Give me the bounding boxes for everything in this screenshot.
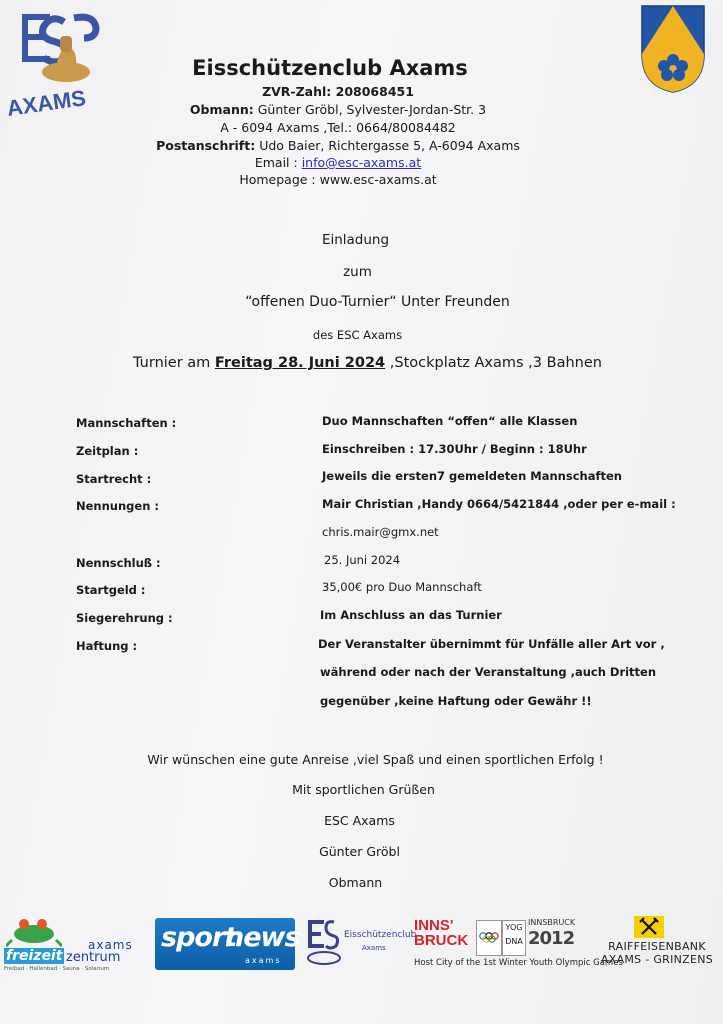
axams-coat-of-arms — [640, 4, 706, 94]
detail-label-siegerehrung: Siegerehrung : — [76, 611, 173, 625]
detail-value-zeitplan: Einschreiben : 17.30Uhr / Beginn : 18Uhr — [322, 442, 587, 456]
detail-label-haftung: Haftung : — [76, 639, 138, 653]
post-line — [108, 137, 568, 155]
tournament-name: “offenen Duo-Turnier“ Unter Freunden — [245, 294, 510, 310]
freizeit-logo-zentrum: zentrum — [66, 950, 121, 965]
freizeit-logo-subtitle: Freibad · Hallenbad · Sauna · Solarium — [4, 966, 110, 972]
esc-small-logo-name: Eisschützenclub — [344, 930, 417, 940]
homepage-line: Homepage : www.esc-axams.at — [239, 172, 437, 187]
raiffeisen-line1: RAIFFEISENBANK — [608, 940, 706, 953]
turnier-suffix: ,Stockplatz Axams ,3 Bahnen — [385, 355, 602, 371]
detail-value-nennungen: Mair Christian ,Handy 0664/5421844 ,oder per e-mail : — [322, 497, 676, 511]
detail-value-nennungen-email: chris.mair@gmx.net — [322, 525, 439, 539]
yog-dna-badge — [502, 920, 526, 956]
email-link[interactable]: info@esc-axams.at — [301, 155, 422, 170]
tournament-host: des ESC Axams — [312, 328, 403, 342]
closing-club: ESC Axams — [324, 813, 395, 828]
innsbruck-logo — [414, 918, 468, 948]
closing-role: Obmann — [328, 875, 383, 890]
logo-text-axams: AXAMS — [5, 85, 88, 121]
detail-value-haftung-2: während oder nach der Veranstaltung ,auch Dritten — [320, 665, 657, 679]
detail-label-startgeld: Startgeld : — [76, 583, 146, 597]
detail-label-startrecht: Startrecht : — [76, 472, 152, 486]
esc-small-logo-sub: Axams — [362, 944, 386, 952]
obmann-value: Günter Gröbl, Sylvester-Jordan-Str. 3 — [257, 102, 487, 117]
closing-greeting: Mit sportlichen Grüßen — [292, 782, 435, 797]
detail-label-nennungen: Nennungen : — [76, 499, 159, 513]
sportnews-logo — [155, 918, 300, 970]
yog-label: YOG — [505, 923, 523, 932]
detail-label-mannschaften: Mannschaften : — [76, 416, 177, 430]
freizeit-logo-axams: axams — [88, 938, 133, 952]
club-name: Eisschützenclub Axams — [192, 56, 468, 80]
raiffeisen-icon — [634, 916, 664, 938]
turnier-prefix: Turnier am — [133, 355, 215, 371]
obmann-label: Obmann: — [189, 102, 254, 117]
post-label: Postanschrift: — [156, 138, 256, 153]
detail-value-nennschluss: 25. Juni 2024 — [324, 553, 401, 567]
tournament-date-line — [6, 355, 723, 371]
raiffeisen-line2: AXAMS - GRINZENS — [600, 953, 714, 966]
sportnews-sport: sport — [161, 922, 237, 953]
yog-city: INNSBRUCK — [528, 918, 576, 927]
closing-name: Günter Gröbl — [319, 844, 400, 859]
detail-value-startgeld: 35,00€ pro Duo Mannschaft — [322, 580, 482, 594]
innsbruck-line2: BRUCK — [414, 932, 469, 949]
post-value: Udo Baier, Richtergasse 5, A-6094 Axams — [259, 138, 520, 153]
detail-label-nennschluss: Nennschluß : — [76, 556, 161, 570]
raiffeisen-text — [596, 940, 718, 966]
frog-icon — [6, 912, 62, 948]
detail-value-startrecht: Jeweils die ersten7 gemeldeten Mannschaften — [322, 469, 622, 483]
innsbruck-caption: Host City of the 1st Winter Youth Olympic Games — [414, 958, 623, 968]
closing-wish: Wir wünschen eine gute Anreise ,viel Spaß und einen sportlichen Erfolg ! — [147, 752, 604, 767]
yog-year: 2012 — [528, 928, 575, 949]
freizeit-logo-text: freizeit — [6, 948, 63, 964]
invitation-title: Einladung — [321, 232, 390, 248]
address-line: A - 6094 Axams ,Tel.: 0664/80084482 — [220, 120, 456, 135]
zvr-number: ZVR-Zahl: 208068451 — [262, 84, 414, 99]
detail-value-mannschaften: Duo Mannschaften “offen“ alle Klassen — [322, 414, 578, 428]
detail-label-zeitplan: Zeitplan : — [76, 444, 139, 458]
innsbruck-line1: INNS' — [414, 917, 454, 934]
turnier-date: Freitag 28. Juni 2024 — [214, 355, 386, 371]
email-line — [108, 154, 568, 172]
sportnews-axams: axams — [245, 956, 282, 965]
olympic-rings-icon — [476, 920, 502, 956]
esc-small-logo — [302, 916, 346, 966]
dna-label: DNA — [505, 937, 523, 946]
detail-value-siegerehrung: Im Anschluss an das Turnier — [320, 608, 502, 622]
email-label: Email : — [254, 155, 298, 170]
detail-value-haftung-3: gegenüber ,keine Haftung oder Gewähr !! — [320, 694, 592, 708]
detail-value-haftung-1: Der Veranstalter übernimmt für Unfälle aller Art vor , — [318, 637, 665, 651]
sportnews-news: news — [225, 922, 300, 953]
invitation-zum: zum — [343, 264, 372, 280]
obmann-line — [108, 101, 568, 119]
